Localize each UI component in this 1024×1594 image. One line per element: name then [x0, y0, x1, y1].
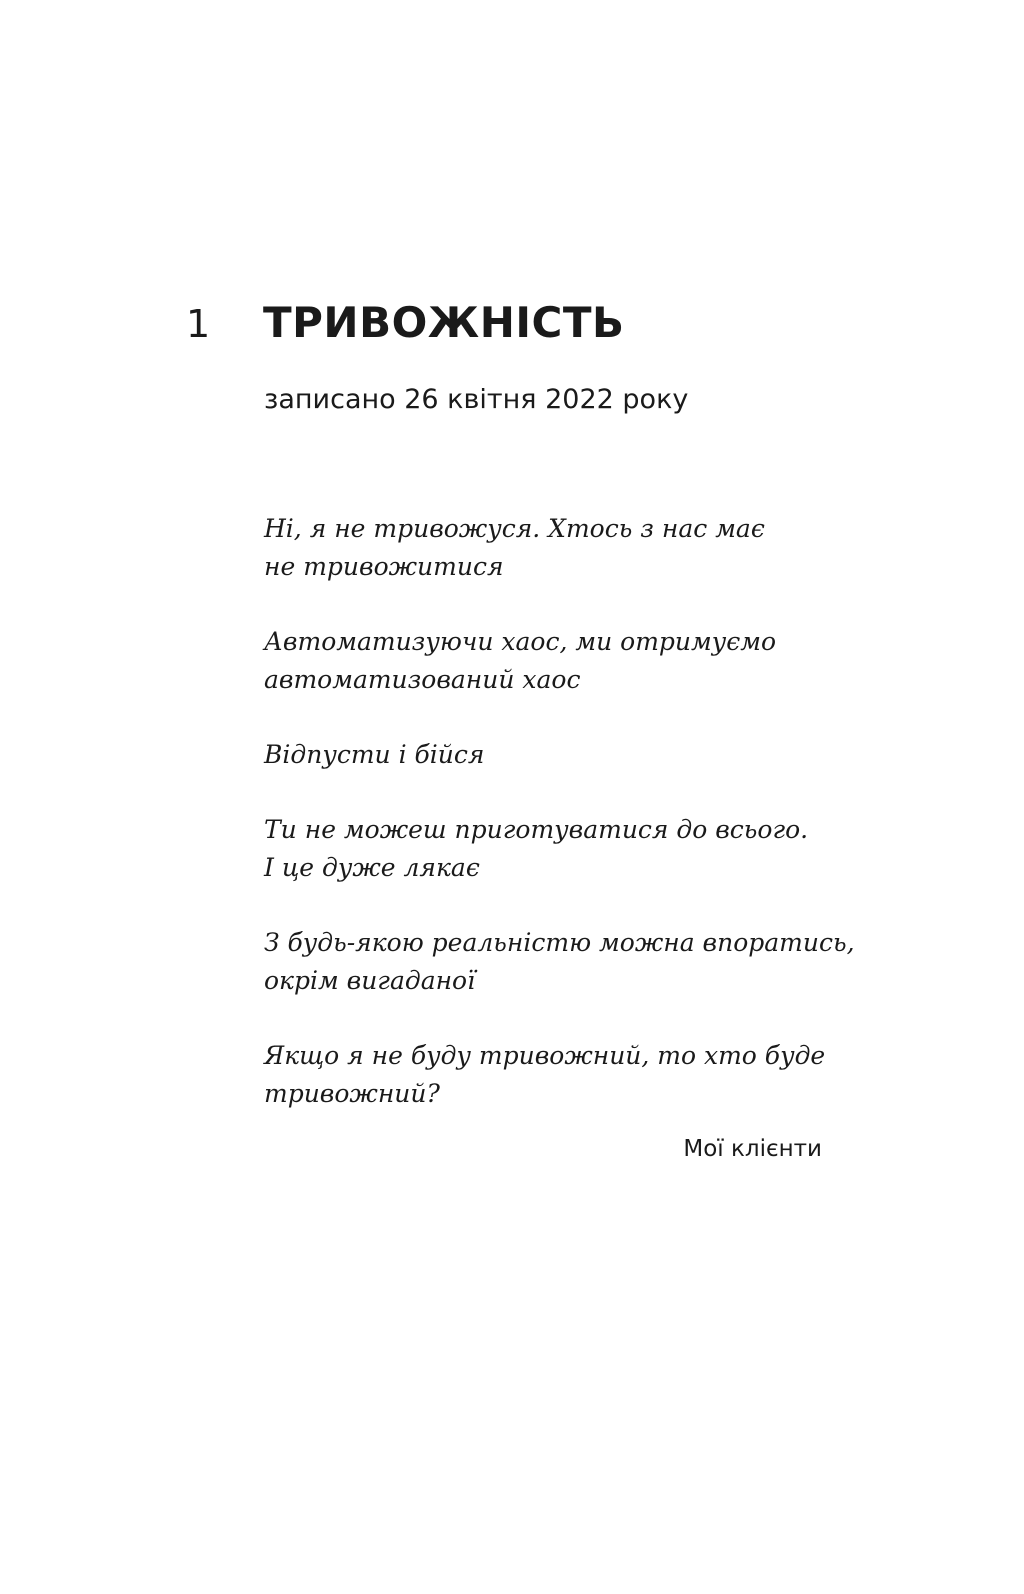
chapter-title: ТРИВОЖНІСТЬ: [263, 298, 625, 347]
quote-line: Автоматизуючи хаос, ми отримуємо: [264, 627, 777, 656]
quote: [264, 811, 864, 887]
quote-line: Якщо я не буду тривожний, то хто буде: [264, 1041, 826, 1070]
quote-line: І це дуже лякає: [264, 853, 480, 882]
quote-list: [264, 510, 864, 1150]
quote-line: Ні, я не тривожуся. Хтось з нас має: [264, 514, 765, 543]
attribution: Мої клієнти: [683, 1136, 822, 1162]
quote: [264, 510, 864, 586]
quote-line: Ти не можеш приготуватися до всього.: [264, 815, 809, 844]
quote-line: З будь-якою реальністю можна впоратись,: [264, 928, 855, 957]
quote-line: автоматизований хаос: [264, 665, 581, 694]
quote: [264, 623, 864, 699]
quote: [264, 1037, 864, 1113]
recorded-date: записано 26 квітня 2022 року: [264, 384, 689, 415]
quote-line: не тривожитися: [264, 552, 504, 581]
quote-line: Відпусти і бійся: [264, 740, 485, 769]
quote: [264, 924, 864, 1000]
quote-line: окрім вигаданої: [264, 966, 476, 995]
quote: [264, 736, 864, 774]
chapter-number: 1: [186, 302, 211, 346]
quote-line: тривожний?: [264, 1079, 440, 1108]
